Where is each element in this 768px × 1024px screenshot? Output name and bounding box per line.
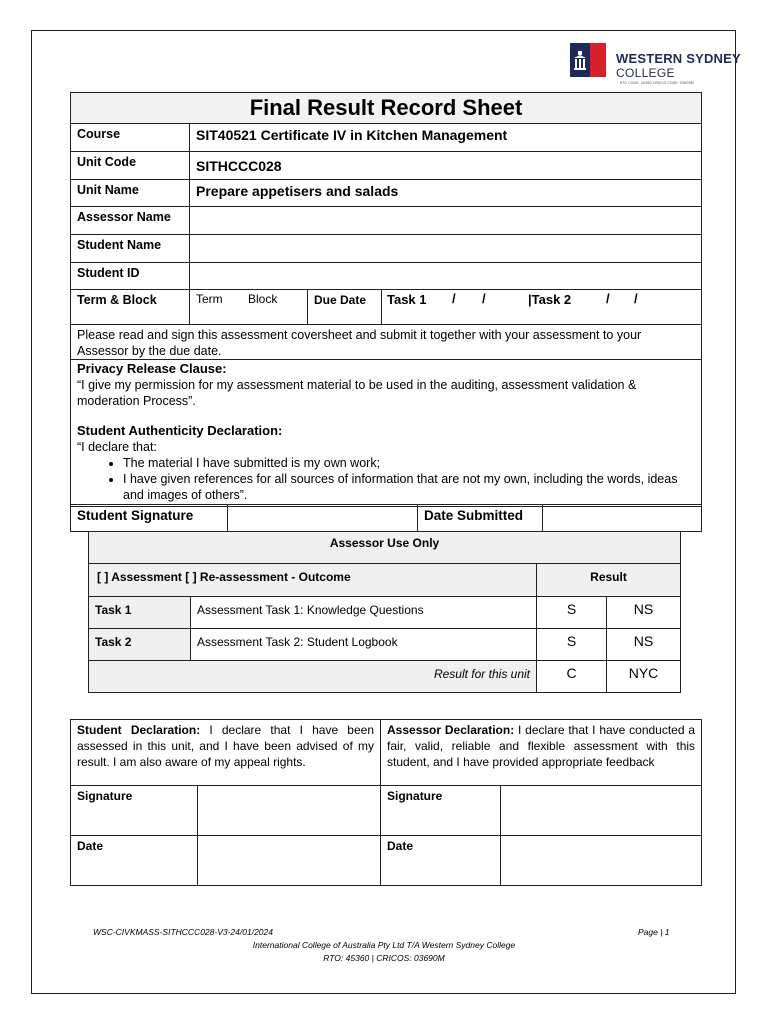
due-date-field[interactable] xyxy=(382,290,702,325)
outcome-label: [ ] Assessment [ ] Re-assessment - Outcome xyxy=(89,564,537,597)
result-record-table xyxy=(70,92,702,507)
student-date-field[interactable] xyxy=(198,836,381,886)
unit-code-value: SITHCCC028 xyxy=(190,152,702,180)
unit-name-label: Unit Name xyxy=(71,180,190,207)
footer-rto: RTO: 45360 | CRICOS: 03690M xyxy=(323,953,445,963)
assessor-declaration-title: Assessor Declaration: xyxy=(387,723,515,737)
authenticity-intro: “I declare that: xyxy=(77,440,157,454)
assessor-name-field[interactable] xyxy=(190,207,702,235)
course-label: Course xyxy=(71,124,190,152)
logo-name-line1: WESTERN SYDNEY xyxy=(616,51,741,66)
assessor-date-label: Date xyxy=(381,836,501,886)
task1-cell: Task 1 xyxy=(89,597,191,629)
date-submitted-label: Date Submitted xyxy=(418,505,543,532)
student-declaration-text: I declare that I have been assessed in this unit, and I have been advised of my result. I am also aware of my appeal rights. xyxy=(77,723,375,769)
authenticity-heading: Student Authenticity Declaration: xyxy=(77,423,283,438)
unit-name-value: Prepare appetisers and salads xyxy=(190,180,702,207)
student-date-label: Date xyxy=(71,836,198,886)
task2-not-satisfactory[interactable]: NS xyxy=(607,629,681,661)
term-block-field[interactable] xyxy=(190,290,308,325)
task2-label: |Task 2 xyxy=(528,292,572,307)
signature-row xyxy=(70,504,702,532)
task1-slash-1: / xyxy=(452,291,456,306)
task1-satisfactory[interactable]: S xyxy=(537,597,607,629)
task1-label: Task 1 xyxy=(387,292,427,307)
assessor-date-field[interactable] xyxy=(501,836,702,886)
logo-mark xyxy=(570,43,606,77)
student-declaration xyxy=(71,720,381,786)
unit-not-yet-competent[interactable]: NYC xyxy=(607,661,681,693)
logo-codes: RTO CODE: 45360 CRICOS CODE: 03690M xyxy=(620,81,694,85)
declarations-table xyxy=(70,719,702,886)
assessor-declaration xyxy=(381,720,702,786)
student-signature-label: Signature xyxy=(71,786,198,836)
privacy-heading: Privacy Release Clause: xyxy=(77,361,227,376)
unit-code-label: Unit Code xyxy=(71,152,190,180)
result-label: Result xyxy=(537,564,681,597)
due-date-label: Due Date xyxy=(308,290,382,325)
assessor-decl-signature-field[interactable] xyxy=(501,786,702,836)
student-id-field[interactable] xyxy=(190,263,702,290)
task2-cell: Task 2 xyxy=(89,629,191,661)
task-row xyxy=(89,629,681,661)
term-text: Term xyxy=(196,292,223,306)
student-id-label: Student ID xyxy=(71,263,190,290)
student-declaration-title: Student Declaration: xyxy=(77,723,201,737)
date-submitted-field[interactable] xyxy=(543,505,702,532)
student-decl-signature-field[interactable] xyxy=(198,786,381,836)
assessor-name-label: Assessor Name xyxy=(71,207,190,235)
logo-name-line2: COLLEGE xyxy=(616,66,675,80)
task2-slash-2: / xyxy=(634,291,638,306)
unit-competent[interactable]: C xyxy=(537,661,607,693)
footer-page-number: Page | 1 xyxy=(638,927,670,937)
student-name-label: Student Name xyxy=(71,235,190,263)
assessor-use-header: Assessor Use Only xyxy=(89,532,681,564)
building-icon xyxy=(572,51,588,71)
task1-slash-2: / xyxy=(482,291,486,306)
term-block-label: Term & Block xyxy=(71,290,190,325)
task1-not-satisfactory[interactable]: NS xyxy=(607,597,681,629)
authenticity-list xyxy=(77,455,695,503)
student-signature-field[interactable] xyxy=(228,505,418,532)
footer-doc-code: WSC-CIVKMASS-SITHCCC028-V3-24/01/2024 xyxy=(93,927,273,937)
page-title: Final Result Record Sheet xyxy=(71,93,702,124)
instructions: Please read and sign this assessment coversheet and submit it together with your assessment to your Assessor by the due date. xyxy=(71,325,702,360)
task2-slash-1: / xyxy=(606,291,610,306)
task1-description: Assessment Task 1: Knowledge Questions xyxy=(191,597,537,629)
assessor-declaration-text: I declare that I have conducted a fair, valid, reliable and flexible assessment with this student, and I have provided appropriate feedback xyxy=(387,723,696,769)
unit-result-label: Result for this unit xyxy=(89,661,537,693)
footer-company: International College of Australia Pty Ltd T/A Western Sydney College xyxy=(252,940,516,950)
course-value: SIT40521 Certificate IV in Kitchen Management xyxy=(190,124,702,152)
assessor-signature-label: Signature xyxy=(381,786,501,836)
assessor-use-table xyxy=(88,531,681,693)
authenticity-bullet: • I have given references for all sources of information that are not my own, including the words, ideas and images of others”. xyxy=(123,471,695,503)
privacy-text: “I give my permission for my assessment material to be used in the auditing, assessment validation & moderation Process”. xyxy=(77,378,637,408)
task-row xyxy=(89,597,681,629)
student-name-field[interactable] xyxy=(190,235,702,263)
college-logo xyxy=(570,43,741,85)
task2-satisfactory[interactable]: S xyxy=(537,629,607,661)
student-signature-label: Student Signature xyxy=(71,505,228,532)
authenticity-bullet: • The material I have submitted is my own work; xyxy=(123,455,695,471)
task2-description: Assessment Task 2: Student Logbook xyxy=(191,629,537,661)
block-text: Block xyxy=(248,292,278,306)
declaration-block xyxy=(71,360,702,507)
